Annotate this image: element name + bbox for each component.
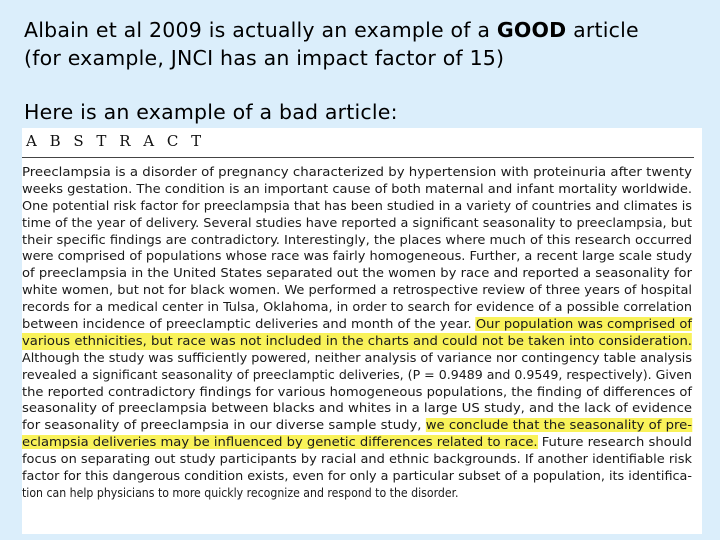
abstract-line: One potential risk factor for preeclampsia that has been studied in a variety of countries and climates is bbox=[22, 198, 693, 213]
abstract-line: weeks gestation. The condition is an important cause of both maternal and infant mortality worldwide. bbox=[22, 181, 692, 196]
abstract-heading: A B S T R A C T bbox=[26, 132, 206, 150]
slide-line-1-suffix: article bbox=[566, 18, 639, 42]
slide-line-1-text: Albain et al 2009 is actually an example of a bbox=[24, 18, 497, 42]
slide-text bbox=[24, 16, 704, 126]
slide-line-3: Here is an example of a bad article: bbox=[24, 100, 398, 124]
abstract-line: for seasonality of preeclampsia in our diverse sample study, we conclude that the seasonality of pre- bbox=[22, 418, 692, 433]
abstract-line: seasonality of preeclampsia between blacks and whites in a large US study, and the lack of evidence bbox=[22, 401, 692, 416]
abstract-line bbox=[22, 333, 698, 350]
abstract-line: Although the study was sufficiently powered, neither analysis of variance nor contingency table analysis bbox=[22, 350, 692, 365]
highlighted-text: various ethnicities, but race was not included in the charts and could not be taken into consideration. bbox=[22, 333, 692, 348]
abstract-rule bbox=[22, 157, 694, 158]
abstract-line: the reported contradictory findings for various homogeneous populations, the finding of differences of bbox=[22, 384, 693, 399]
slide-line-1-bold: GOOD bbox=[496, 18, 567, 42]
slide-line-2: (for example, JNCI has an impact factor of 15) bbox=[24, 46, 505, 70]
slide-line-1 bbox=[24, 16, 704, 44]
abstract-line: factor for this dangerous condition exists, even for only a particular subset of a population, its identifica- bbox=[22, 469, 692, 484]
highlighted-text: eclampsia deliveries may be influenced by genetic differences related to race. bbox=[22, 435, 538, 450]
abstract-line: time of the year of delivery. Several studies have reported a significant seasonality to preeclampsia, but bbox=[22, 215, 692, 230]
abstract-line: eclampsia deliveries may be influenced by genetic differences related to race. Future research should bbox=[22, 435, 692, 450]
abstract-line: Preeclampsia is a disorder of pregnancy characterized by hypertension with proteinuria after twenty bbox=[22, 165, 692, 179]
abstract-line: focus on separating out study participants by racial and ethnic backgrounds. If another identifiable risk bbox=[22, 452, 692, 467]
abstract-body bbox=[22, 164, 698, 502]
abstract-line: revealed a significant seasonality of preeclamptic deliveries, (P = 0.9489 and 0.9549, respectively). Given bbox=[22, 367, 692, 382]
abstract-line: of preeclampsia in the United States separated out the women by race and reported a seasonality for bbox=[22, 266, 692, 281]
abstract-line: records for a medical center in Tulsa, Oklahoma, in order to search for evidence of a possible correlation bbox=[22, 300, 692, 315]
highlighted-text: Our population was comprised of bbox=[475, 317, 692, 332]
abstract-line: tion can help physicians to more quickly recognize and respond to the disorder. bbox=[22, 485, 459, 500]
abstract-line: between incidence of preeclamptic deliveries and month of the year. Our population was comprised of bbox=[22, 317, 692, 332]
abstract-line: were comprised of populations whose race was fairly homogeneous. Further, a recent large scale study bbox=[22, 249, 692, 264]
highlighted-text: we conclude that the seasonality of pre- bbox=[425, 418, 692, 433]
abstract-image bbox=[22, 128, 702, 534]
abstract-line: their specific findings are contradictory. Interestingly, the places where much of this research occurred bbox=[22, 232, 692, 247]
abstract-line: white women, but not for black women. We performed a retrospective review of three years of hospital bbox=[22, 283, 692, 298]
